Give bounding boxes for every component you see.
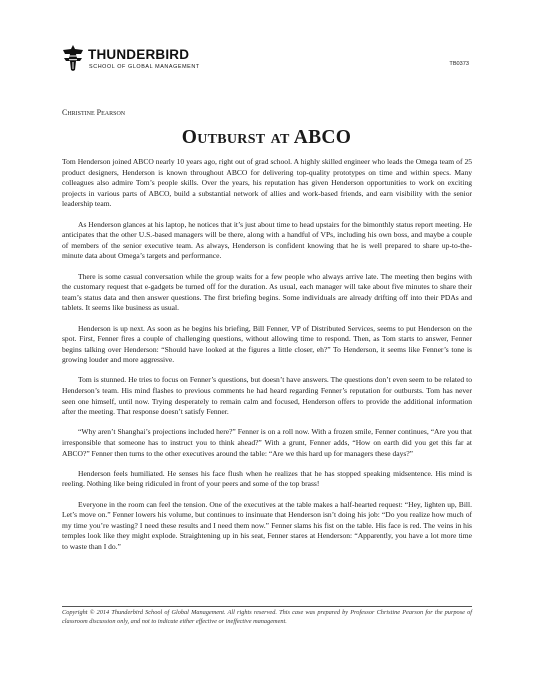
thunderbird-icon (62, 44, 84, 72)
paragraph: Henderson feels humiliated. He senses his face flush when he realizes that he has stopped speaking midsentence. His mind is reeling. Nothing like being ridiculed in front of your peers and some of the top brass! (62, 468, 472, 489)
logo-subtitle: SCHOOL OF GLOBAL MANAGEMENT (89, 64, 200, 70)
case-body (62, 157, 472, 562)
logo-name: THUNDERBIRD (88, 47, 190, 62)
copyright-footer: Copyright © 2014 Thunderbird School of Global Management. All rights reserved. This case was prepared by Professor Christine Pearson for the purpose of classroom discussion only, and not to indicate either effective or ineffective management. (62, 609, 472, 625)
paragraph: As Henderson glances at his laptop, he notices that it’s just about time to head upstairs for the bimonthly status report meeting. He anticipates that the other U.S.-based managers will be there, along with a handful of VPs, including his own boss, and maybe a couple of members of the senior executive team. As always, Henderson is confident knowing that he is well prepared to share up-to-the-minute data about Omega’s targets and performance. (62, 219, 472, 261)
case-code: TB0373 (449, 61, 469, 67)
paragraph: There is some casual conversation while the group waits for a few people who always arrive late. The meeting then begins with the customary request that e-gadgets be turned off for the duration. As usual, each manager will take about five minutes to share their team’s status data and then answer questions. The first briefing begins. Some individuals are already drifting off into their PDAs and tablets. It seems like business as usual. (62, 271, 472, 313)
paragraph: Tom is stunned. He tries to focus on Fenner’s questions, but doesn’t have answers. The questions don’t even seem to be related to Henderson’s team. His mind flashes to previous comments he had heard regarding Fenner’s reputation for outbursts. Tom has never seen one himself, until now. Trying desperately to remain calm and focused, Henderson offers to provide the additional information after the meeting. That response doesn’t satisfy Fenner. (62, 375, 472, 417)
case-title: Outburst at ABCO (181, 127, 352, 148)
paragraph: “Why aren’t Shanghai’s projections included here?” Fenner is on a roll now. With a frozen smile, Fenner continues, “Are you that irresponsible that someone has to instruct you to think ahead?” With a grunt, Fenner adds, “How on earth did you get this far at ABCO?” Fenner then turns to the other executives around the table: “Are we this hard up for managers these days?” (62, 427, 472, 458)
paragraph: Tom Henderson joined ABCO nearly 10 years ago, right out of grad school. A highly skilled engineer who leads the Omega team of 25 product designers, Henderson is known throughout ABCO for delivering top-quality prototypes on time and within specs. Many colleagues also admire Tom’s people skills. Over the years, his reputation has given Henderson opportunities to work on exciting projects in various parts of ABCO, build a substantial network of allies and work-based friends, and earn visibility with the senior leadership team. (62, 157, 472, 209)
author-name: Christine Pearson (62, 108, 126, 117)
paragraph: Everyone in the room can feel the tension. One of the executives at the table makes a half-hearted request: “Hey, lighten up, Bill. Let’s move on.” Fenner lowers his volume, but continues to insinuate that Henderson isn’t doing his job: “Do you realize how much of my time you’re wasting? I need these results and I need them now.” Fenner slams his fist on the table. His face is red. The veins in his temples look like they might explode. Straightening up in his seat, Fenner stares at Henderson: “Apparently, you have a lot more time to waste than I do.” (62, 499, 472, 551)
paragraph: Henderson is up next. As soon as he begins his briefing, Bill Fenner, VP of Distributed Services, seems to put Henderson on the spot. First, Fenner fires a couple of challenging questions, without allowing time to respond. Then, as Tom starts to answer, Fenner begins talking over Henderson: “Should have looked at the figures a little closer, eh?” To Henderson, it seems like Fenner’s tone is growing louder and more aggressive. (62, 323, 472, 365)
thunderbird-logo (62, 44, 222, 74)
footer-divider (62, 606, 472, 607)
